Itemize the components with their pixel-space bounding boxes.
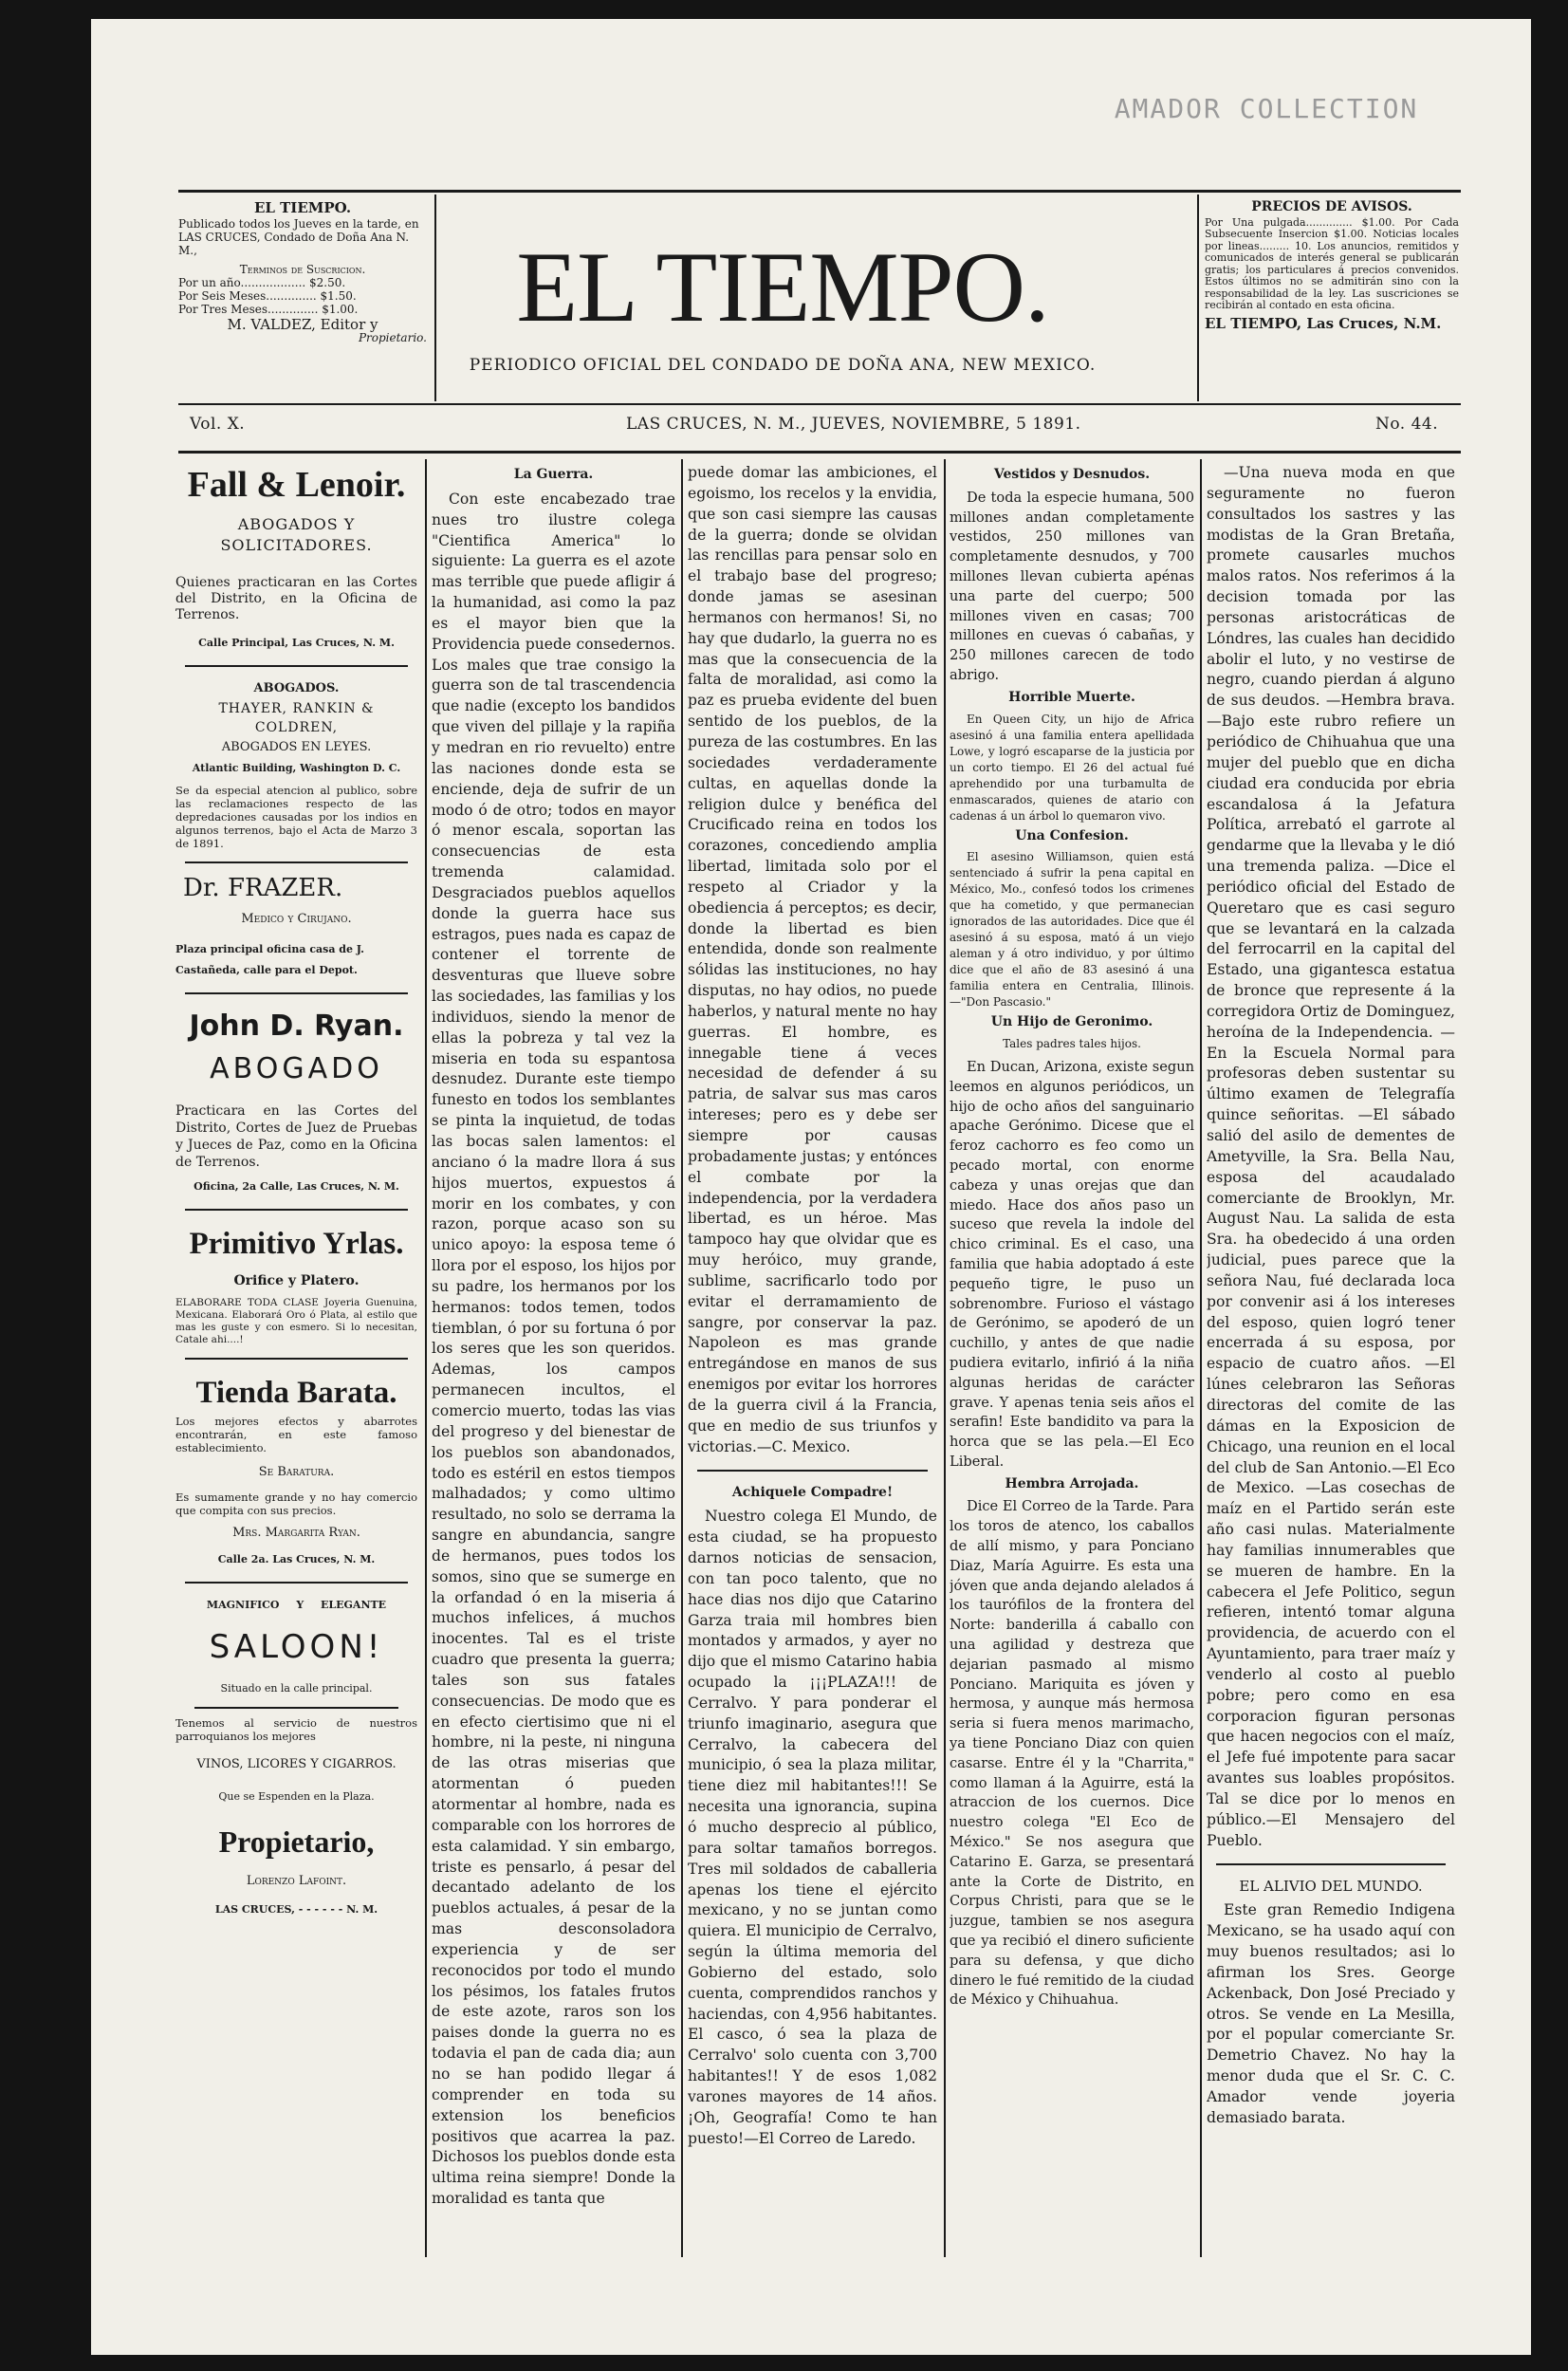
article-body: De toda la especie humana, 500 millones andan completamente vestidos, 250 millones van completamente desnudos, y 700 millones llevan cubierta apénas una parte del cuerpo; 500 millones viven en casas; 700 millones en cuevas ó cabañas, y 250 millones carecen de todo abrigo. xyxy=(950,489,1194,683)
volume-label: Vol. X. xyxy=(190,415,246,434)
masthead-rates-block xyxy=(1205,199,1459,332)
ad-saloon-items: VINOS, LICORES Y CIGARROS. xyxy=(196,1756,397,1771)
article-body: Este gran Remedio Indigena Mexicano, se ha usado aquí con muy buenos resultados; asi lo afirman los Sres. George Ackenback, Don José Preciado y otros. Se vende en La Mesilla, por el popular comerciante Sr. Demetrio Chavez. No hay la menor duda que el Sr. C. C. Amador vende joyeria demasiado barata. xyxy=(1207,1901,1455,2126)
article-heading: Horrible Muerte. xyxy=(1008,689,1135,705)
issue-date: LAS CRUCES, N. M., JUEVES, NOVIEMBRE, 5 1891. xyxy=(626,415,1081,434)
ad-abogados-head: ABOGADOS. xyxy=(253,680,340,695)
header-bottom-rule xyxy=(178,403,1461,405)
top-rule xyxy=(178,190,1461,193)
publication-note: Publicado todos los Jueves en la tarde, en LAS CRUCES, Condado de Doña Ana N. M., xyxy=(178,217,419,257)
article-heading: La Guerra. xyxy=(513,467,594,482)
ad-thayer-sub: ABOGADOS EN LEYES. xyxy=(221,739,372,754)
term-line: Por Tres Meses.............. $1.00. xyxy=(178,303,359,316)
ad-saloon-text2: Tenemos al servicio de nuestros parroquianos los mejores xyxy=(175,1715,417,1743)
article-body: Con este encabezado trae nues tro ilustre colega "Cientifica America" lo siguiente: La guerra es el azote mas terrible que puede afligir á la humanidad, asi como la paz es el mayor bien que la Providencia puede consedernos. Los males que trae consigo la guerra son de tal trascendencia que nadie (excepto los bandidos que viven del pillaje y la rapiña y medran en rio revuelto) entre las naciones donde esta se enciende, deja de sufrir de un modo ó de otro; todos en mayor ó menor escala, soportan las consecuencias de esta tremenda calamidad. Desgraciados pueblos aquellos donde la guerra hace sus estragos, pues nada es capaz de contener el torrente de desventuras que llueve sobre las sociedades, las familias y los individuos, siendo la menor de ellas la pobreza y tal vez la miseria en toda su espantosa desnudez. Durante este tiempo funesto en todos los semblantes se pinta la inquietud, de todas las bocas salen lamentos: el anciano ó la madre llora á sus hijos muertos, expuestos á morir en los combates, y con razon, porque acaso son su unico apoyo: la esposa teme ó llora por el esposo, los hijos por su padre, los hermanos por los hermanos: todos temen, todos tiemblan, ó por su fortuna ó por los seres que les son queridos. Ademas, los campos permanecen incultos, el comercio muerto, todas las vias del progreso y del bienestar de los pueblos son abandonados, todo es estéril en estos tiempos malhadados; y como ultimo resultado, no solo se derrama la sangre en abundancia, sangre de hermanos, pues todos los somos, sino que se sumerge en la orfandad ó en la miseria á muchos infelices, á muchos inocentes. Tal es el triste cuadro que presenta la guerra; tales son sus fatales consecuencias. De modo que es en efecto ciertisimo que ni el hombre, ni la peste, ni ninguna de las otras miserias que atormentan ó pueden atormentar al hombre, nada es comparable con los horrores de esta calamidad. Y sin embargo, triste es pensarlo, á pesar del decantado adelanto de los pueblos actuales, á pesar de la mas desconsoladora experiencia y de ser reconocidos por todo el mundo los pésimos, los fatales frutos de este azote, raros son los paises donde la guerra no es todavia el pan de cada dia; aun no se han podido llegar á comprender en toda su extension los beneficios positivos que acarrea la paz. Dichosos los pueblos donde esta ultima reina siempre! Donde la moralidad es tanta que xyxy=(432,490,675,2208)
ad-saloon-proprietor: Propietario, xyxy=(218,1825,375,1860)
ad-separator xyxy=(185,1209,408,1211)
issue-number: No. 44. xyxy=(1375,415,1439,434)
masthead-subscription-block xyxy=(178,201,427,344)
ad-ryan-text: Practicara en las Cortes del Distrito, Cortes de Juez de Pruebas y Jueces de Paz, como en la Oficina de Terrenos. xyxy=(175,1102,417,1170)
term-line: Por Seis Meses.............. $1.50. xyxy=(178,289,357,303)
newspaper-subtitle: PERIODICO OFICIAL DEL CONDADO DE DOÑA ANA, NEW MEXICO. xyxy=(469,356,1097,375)
term-line: Por un año.................. $2.50. xyxy=(178,276,346,289)
rates-text: Por Una pulgada.............. $1.00. Por Cada Subsecuente Insercion $1.00. Noticias locales por lineas......... 10. Los anuncios, remitidos y comunicados de interés general se publicarán gratis; los particulares á precios convenidos. Estos últimos no se admitirán sino con la responsabilidad de la ley. Las suscriciones se recibirán al contado en esta oficina. xyxy=(1205,215,1459,311)
article-separator xyxy=(1216,1863,1446,1865)
ad-separator xyxy=(185,665,408,667)
ad-separator xyxy=(185,992,408,994)
article-heading: Achiquele Compadre! xyxy=(731,1484,894,1500)
article-column-4 xyxy=(950,463,1194,2242)
column-divider xyxy=(944,459,946,2257)
ad-yrlas-title: Primitivo Yrlas. xyxy=(189,1226,404,1261)
article-column-3 xyxy=(688,463,937,2242)
mast-left-divider xyxy=(434,194,436,401)
ad-tienda-title: Tienda Barata. xyxy=(195,1376,397,1411)
article-subheading: Tales padres tales hijos. xyxy=(1003,1037,1141,1051)
ad-frazer-title: Dr. FRAZER. xyxy=(183,874,343,903)
ad-separator xyxy=(185,1358,408,1360)
ad-fall-lenoir-title: Fall & Lenoir. xyxy=(187,465,406,505)
ad-thayer-title: THAYER, RANKIN & COLDREN, xyxy=(218,700,375,735)
article-heading: Hembra Arrojada. xyxy=(1005,1475,1139,1491)
editor-name: M. VALDEZ, Editor y xyxy=(227,316,378,333)
article-heading: EL ALIVIO DEL MUNDO. xyxy=(1239,1877,1423,1895)
ad-ryan-address: Oficina, 2a Calle, Las Cruces, N. M. xyxy=(194,1179,399,1193)
ads-column xyxy=(175,463,417,2242)
terms-title: Terminos de Suscricion. xyxy=(239,263,366,276)
rates-footer: EL TIEMPO, Las Cruces, N.M. xyxy=(1205,314,1442,332)
article-body: puede domar las ambiciones, el egoismo, los recelos y la envidia, que son casi siempre las causas de la guerra; donde se olvidan las rencillas para pensar solo en el trabajo base del progreso; donde jamas se asesinan hermanos con hermanos! Si, no hay que dudarlo, la guerra no es mas que la consecuencia de la falta de moralidad, asi como la paz es prueba evidente del buen sentido de los pueblos, de la pureza de las costumbres. En las sociedades verdaderamente cultas, en aquellas donde la religion dulce y benéfica del Crucificado reina en todos los corazones, concediendo amplia libertad, limitada solo por el respeto al Criador y la obediencia á perceptos; es decir, donde la libertad es bien entendida, donde son realmente sólidas las instituciones, no hay disputas, no hay odios, no puede haberlos, y natural mente no hay guerras. El hombre, es innegable tiene á veces necesidad de defender á su patria, de salvar sus mas caros intereses; pero es y debe ser siempre por causas probadamente justas; y entónces el combate por la independencia, por la verdadera libertad, es un héroe. Mas tampoco hay que olvidar que es muy heróico, muy grande, sublime, sacrificarlo todo por evitar el derramamiento de sangre, por conservar la paz. Napoleon es mas grande entregándose en manos de sus enemigos por evitar los horrores de la guerra civil á la Francia, que en medio de sus triunfos y victorias.—C. Mexico. xyxy=(688,464,937,1455)
ad-saloon-text: Situado en la calle principal. xyxy=(220,1681,373,1695)
article-heading: Una Confesion. xyxy=(1015,827,1129,843)
rates-title: PRECIOS DE AVISOS. xyxy=(1251,199,1412,214)
proprietor-label: Propietario. xyxy=(358,331,427,344)
ad-ryan-sub: ABOGADO xyxy=(210,1051,383,1085)
newspaper-title: EL TIEMPO. xyxy=(516,232,1049,343)
article-body: En Ducan, Arizona, existe segun leemos en algunos periódicos, un hijo de ocho años del sanguinario apache Gerónimo. Dicese que el feroz cachorro es feo como un pecado mortal, con enorme cabeza y unas orejas que dan miedo. Hace dos años paso un suceso que revela la indole del chico criminal. Es el caso, una familia que habia adoptado á este pequeño tigre, le puso un sobrenombre. Furioso el vástago de Gerónimo, se apoderó de un cuchillo, y antes de que nadie pudiera evitarlo, infirió á la niña algunas heridas de carácter grave. Y apenas tenia seis años el serafin! Este bandidito va para la horca que se las pela.—El Eco Liberal. xyxy=(950,1058,1194,1470)
article-heading: Un Hijo de Geronimo. xyxy=(990,1014,1153,1030)
article-body: El asesino Williamson, quien está sentenciado á sufrir la pena capital en México, Mo., confesó todos los crimenes que ha cometido, y que permanecian ignorados de las autoridades. Dice que él asesinó á su esposa, mató á un viejo aleman y á otro individuo, y por último dice que el año de 83 asesinó á una familia entera en Centralia, Illinois.—"Don Pascasio." xyxy=(950,850,1194,1010)
ad-tienda-owner: Mrs. Margarita Ryan. xyxy=(232,1526,360,1541)
ad-fall-lenoir-sub: ABOGADOS Y SOLICITADORES. xyxy=(220,515,373,554)
article-column-5 xyxy=(1207,463,1455,2242)
ad-frazer-address: Plaza principal oficina casa de J. Castañeda, calle para el Depot. xyxy=(175,943,364,976)
ad-saloon-top: MAGNIFICO Y ELEGANTE xyxy=(206,1598,387,1611)
ad-saloon-text3: Que se Espenden en la Plaza. xyxy=(218,1789,375,1803)
ad-thayer-address: Atlantic Building, Washington D. C. xyxy=(192,761,401,774)
article-body: En Queen City, un hijo de Africa asesinó á una familia entera apellidada Lowe, y logró escaparse de la justicia por un corto tiempo. El 26 del actual fué aprehendido por una turbamulta de enmascarados, quienes de atario con cadenas á un árbol lo quemaron vivo. xyxy=(950,712,1194,823)
article-body: Dice El Correo de la Tarde. Para los toros de atenco, los caballos de allí mismo, y para Ponciano Diaz, María Aguirre. Es esta una jóven que anda dejando alelados á los taurófilos de la frontera del Norte: banderilla á caballo con una agilidad y destreza que dejarian pasmado al mismo Ponciano. Mariquita es jóven y hermosa, y aunque más hermosa seria si fuera menos marimacho, ya tiene Ponciano Diaz con quien casarse. Entre él y la "Charrita," como llaman á la Aguirre, está la atraccion de los cuernos. Dice nuestro colega "El Eco de México." Se nos asegura que Catarino E. Garza, se presentará ante la Corte de Distrito, en Corpus Christi, para que se le juzgue, tambien se nos asegura que ya recibió el dinero suficiente para su defensa, y que dicho dinero le fué remitido de la ciudad de México y Chihuahua. xyxy=(950,1498,1194,2009)
column-divider xyxy=(1200,459,1202,2257)
ad-tienda-text: Los mejores efectos y abarrotes encontrarán, en este famoso establecimiento. xyxy=(175,1415,417,1455)
ad-saloon-title: SALOON! xyxy=(209,1627,384,1666)
ad-ryan-title: John D. Ryan. xyxy=(189,1009,404,1043)
article-heading: Vestidos y Desnudos. xyxy=(993,467,1151,482)
column-divider xyxy=(681,459,683,2257)
ad-separator xyxy=(185,1582,408,1584)
column-divider xyxy=(425,459,427,2257)
collection-stamp: AMADOR COLLECTION xyxy=(1114,93,1419,124)
ad-frazer-sub: Medico y Cirujano. xyxy=(241,912,352,927)
mast-right-divider xyxy=(1197,194,1199,401)
ad-tienda-address: Calle 2a. Las Cruces, N. M. xyxy=(217,1553,376,1566)
ad-thayer-text: Se da especial atencion al publico, sobre las reclamaciones respecto de las depredaciones causadas por los indios en algunos terrenos, bajo el Acta de Marzo 3 de 1891. xyxy=(175,784,417,851)
ad-saloon-owner: Lorenzo Lafoint. xyxy=(246,1874,347,1889)
ad-separator xyxy=(185,861,408,863)
ad-tienda-name: Se Baratura. xyxy=(258,1465,335,1480)
ad-fall-lenoir-text: Quienes practicaran en las Cortes del Distrito, en la Oficina de Terrenos. xyxy=(175,575,417,622)
dateline-rule xyxy=(178,451,1461,454)
ad-separator xyxy=(194,1707,398,1709)
article-separator xyxy=(697,1470,928,1472)
ad-fall-lenoir-address: Calle Principal, Las Cruces, N. M. xyxy=(198,637,395,649)
masthead-left-title: EL TIEMPO. xyxy=(253,199,352,216)
article-column-2 xyxy=(432,463,675,2242)
article-body: —Una nueva moda en que seguramente no fueron consultados los sastres y las modistas de la Gran Bretaña, promete causarles muchos malos ratos. Nos referimos á la decision tomada por las personas aristocráticas de Lóndres, las cuales han decidido abolir el luto, y no vestirse de negro, cuando pierdan á alguno de sus deudos. —Hembra brava.—Bajo este rubro refiere un periódico de Chihuahua que una mujer del pueblo que en dicha ciudad era conducida por ebria escandalosa á la Jefatura Política, arrebató el garrote al gendarme que la llevaba y le dió una tremenda paliza. —Dice el periódico oficial del Estado de Queretaro que es casi seguro que se levantará en la calzada del ferrocarril en la capital del Estado, una gigantesca estatua de bronce que represente á la corregidora Ortiz de Dominguez, heroína de la Independencia. —En la Escuela Normal para profesoras deben sustentar su último examen de Telegrafía quince señoritas. —El sábado salió del asilo de dementes de Ametyville, la Sra. Bella Nau, esposa del acaudalado comerciante de Brooklyn, Mr. August Nau. La salida de esta Sra. ha obedecido á una orden judicial, pues parece que la señora Nau, fué declarada loca por convenir asi á los intereses del esposo, quien logró tener encerrada á su esposa, por espacio de cuatro años. —El lúnes celebraron las Señoras directoras del comite de las dámas en la Exposicion de Chicago, una reunion en el local del club de San Antonio.—El Eco de Mexico. —Las cosechas de maíz en el Partido serán este año casi nulas. Materialmente hay familias innumerables que se mueren de hambre. En la cabecera el Jefe Politico, segun refieren, intentó tomar alguna providencia, de acuerdo con el Ayuntamiento, para traer maíz y venderlo al costo al pueblo pobre; pero como en esa corporacion figuran personas que hacen negocios con el maíz, el Jefe fué impotente para sacar avantes sus loables propósitos. Tal se dice por lo menos en público.—El Mensajero del Pueblo. xyxy=(1207,464,1455,1849)
ad-tienda-text2: Es sumamente grande y no hay comercio que compita con sus precios. xyxy=(175,1491,417,1518)
ad-saloon-address: LAS CRUCES, - - - - - - N. M. xyxy=(214,1903,378,1917)
ad-yrlas-text: ELABORARE TODA CLASE Joyeria Guenuina, Mexicana. Elaborará Oro ó Plata, al estilo que mas les guste y con esmero. Si lo necesitan, Catale ahi....! xyxy=(175,1297,417,1346)
article-body: Nuestro colega El Mundo, de esta ciudad, se ha propuesto darnos noticias de sensacion, con tan poco talento, que no hace dias nos dijo que Catarino Garza traia mil hombres bien montados y armados, y ayer no dijo que el mismo Catarino habia ocupado la ¡¡¡PLAZA!!! de Cerralvo. Y para ponderar el triunfo imaginario, asegura que Cerralvo, la cabecera del municipio, ó sea la plaza militar, tiene diez mil habitantes!!! Se necesita una ignorancia, supina ó mucho desprecio al público, para soltar tamaños borregos. Tres mil soldados de caballeria apenas los tiene el ejército mexicano, y no se juntan como quiera. El municipio de Cerralvo, según la última memoria del Gobierno del estado, solo cuenta, comprendidos ranchos y haciendas, con 4,956 habitantes. El casco, ó sea la plaza de Cerralvo' solo cuenta con 3,700 habitantes!! Y de esos 1,082 varones mayores de 14 años. ¡Oh, Geografía! Como te han puesto!—El Correo de Laredo. xyxy=(688,1508,937,2147)
ad-yrlas-sub: Orifice y Platero. xyxy=(233,1272,360,1288)
